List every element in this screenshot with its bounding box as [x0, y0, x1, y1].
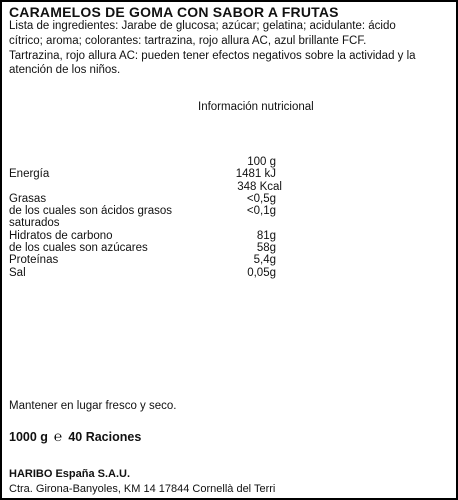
nutrition-label	[9, 156, 189, 168]
nutrition-label: Energía	[9, 168, 50, 181]
nutrition-row-saturated	[9, 205, 289, 217]
nutrition-heading: Información nutricional	[198, 101, 314, 113]
ingredients-line: atención de los niños.	[9, 64, 121, 77]
net-quantity	[9, 429, 141, 445]
nutrition-row-sugars	[9, 242, 289, 254]
nutrition-row-protein	[9, 254, 289, 266]
ingredients-line: Lista de ingredientes: Jarabe de glucosa; azúcar; gelatina; acidulante: ácido	[9, 20, 396, 32]
nutrition-row-energy	[9, 168, 289, 180]
product-title: CARAMELOS DE GOMA CON SABOR A FRUTAS	[9, 4, 339, 20]
ingredients-line: cítrico; aroma; colorantes: tartrazina, rojo allura AC, azul brillante FCF.	[9, 34, 367, 47]
nutrition-row-fat	[9, 193, 289, 205]
nutrition-value: <0,5g	[246, 192, 276, 205]
estimated-sign-icon: ℮	[53, 428, 63, 444]
nutrition-label: Grasas	[9, 192, 47, 205]
nutrition-row-saturated-cont	[9, 217, 289, 229]
nutrition-label: de los cuales son ácidos grasos	[9, 205, 173, 218]
nutrition-label: de los cuales son azúcares	[9, 242, 148, 255]
nutrition-value: 5,4g	[253, 254, 276, 267]
nutrition-value: 58g	[256, 242, 276, 255]
nutrition-label: Sal	[9, 266, 26, 279]
nutrition-label: Hidratos de carbono	[9, 229, 113, 242]
nutrition-row-per	[9, 156, 289, 168]
nutrition-per-amount: 100 g	[247, 156, 276, 168]
nutrition-value: <0,1g	[246, 205, 276, 218]
nutrition-label: Proteínas	[9, 254, 59, 267]
company-name: HARIBO España S.A.U.	[9, 468, 131, 480]
nutrition-label	[9, 181, 189, 193]
nutrition-value: 0,05g	[247, 266, 276, 279]
company-address: Ctra. Girona-Banyoles, KM 14 17844 Cornellà del Terri	[9, 483, 276, 495]
storage-instructions: Mantener en lugar fresco y seco.	[9, 400, 177, 412]
nutrition-value: 81g	[256, 229, 276, 242]
nutrition-value: 1481 kJ	[235, 168, 276, 181]
nutrition-row-salt	[9, 267, 289, 279]
nutrition-row-carbs	[9, 230, 289, 242]
nutrition-table	[9, 156, 289, 279]
net-weight: 1000 g	[9, 430, 48, 444]
nutrition-label: saturados	[9, 217, 60, 230]
ingredients-list	[9, 19, 449, 78]
nutrition-value: 348 Kcal	[237, 180, 282, 193]
portions: 40 Raciones	[68, 430, 142, 444]
ingredients-line: Tartrazina, rojo allura AC: pueden tener efectos negativos sobre la actividad y la	[9, 49, 416, 62]
nutrition-row-energy-kcal	[9, 181, 289, 193]
